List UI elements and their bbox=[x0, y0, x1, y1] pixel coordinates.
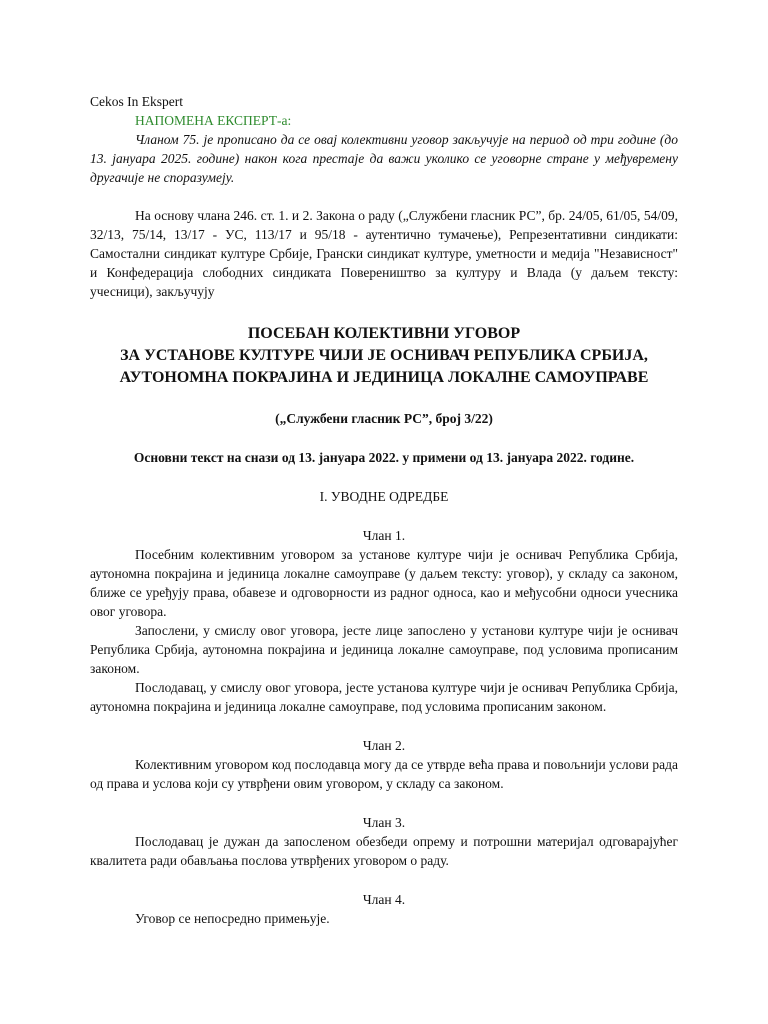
article-heading: Члан 1. bbox=[362, 528, 406, 543]
document-title-line: АУТОНОМНА ПОКРАЈИНА И ЈЕДИНИЦА ЛОКАЛНЕ САМОУПРАВЕ bbox=[119, 369, 649, 386]
source-label: Cekos In Ekspert bbox=[90, 94, 183, 109]
article-paragraph: Запослени, у смислу овог уговора, јесте лице запослено у установи културе чији је оснивач Република Србија, аутономна покрајина и јединица локалне самоуправе, под условима прописаним законом. bbox=[90, 623, 678, 676]
article-paragraph: Послодавац, у смислу овог уговора, јесте установа културе чији је оснивач Република Србија, аутономна покрајина и јединица локалне самоуправе, под условима прописаним законом. bbox=[90, 680, 678, 714]
document-body bbox=[90, 92, 678, 928]
article-heading: Члан 4. bbox=[362, 892, 406, 907]
document-title bbox=[90, 323, 678, 389]
basic-text-note: Основни текст на снази од 13. јануара 2022. у примени од 13. јануара 2022. године. bbox=[133, 450, 635, 465]
article-paragraph: Посебним колективним уговором за установе културе чији је оснивач Република Србија, аутономна покрајина и јединица локалне самоуправе (у даљем тексту: уговор), у складу са законом, ближе се уређују права, обавезе и одговорности из радног односа, као и међусобни односи учесника овог уговора. bbox=[90, 547, 678, 619]
intro-paragraph: На основу члана 246. ст. 1. и 2. Закона о раду („Службени гласник РС”, бр. 24/05, 61/05, 54/09, 32/13, 75/14, 13/17 - УС, 113/17 и 95/18 - аутентично тумачење), Репрезентативни синдикати: Самостални синдикат културе Србије, Грански синдикат културе, уметности и медија "Независност" и Конфедерација слободних синдиката Повереништво за културу и Влада (у даљем тексту: учесници), закључују bbox=[90, 208, 678, 299]
article-paragraph: Уговор се непосредно примењује. bbox=[135, 911, 330, 926]
expert-note-title: НАПОМЕНА ЕКСПЕРТ-а: bbox=[135, 113, 292, 128]
document-title-line: ЗА УСТАНОВЕ КУЛТУРЕ ЧИЈИ ЈЕ ОСНИВАЧ РЕПУБЛИКА СРБИЈА, bbox=[120, 347, 648, 364]
gazette-reference: („Службени гласник РС”, број 3/22) bbox=[275, 411, 493, 426]
article-heading: Члан 3. bbox=[362, 815, 406, 830]
article-heading: Члан 2. bbox=[362, 738, 406, 753]
section-heading: I. УВОДНЕ ОДРЕДБЕ bbox=[319, 489, 449, 504]
document-title-line: ПОСЕБАН КОЛЕКТИВНИ УГОВОР bbox=[247, 325, 521, 342]
article-paragraph: Послодавац је дужан да запосленом обезбеди опрему и потрошни материјал одговарајућег квалитета ради обављања послова утврђених уговором о раду. bbox=[90, 834, 678, 868]
article-paragraph: Колективним уговором код послодавца могу да се утврде већа права и повољнији услови рада од права и услова који су утврђени овим уговором, у складу са законом. bbox=[90, 757, 678, 791]
expert-note-text: Чланом 75. је прописано да се овај колективни уговор закључује на период од три године (до 13. јануара 2025. године) након кога престаје да важи уколико се уговорне стране у међувремену другачије не споразумеју. bbox=[90, 132, 678, 185]
